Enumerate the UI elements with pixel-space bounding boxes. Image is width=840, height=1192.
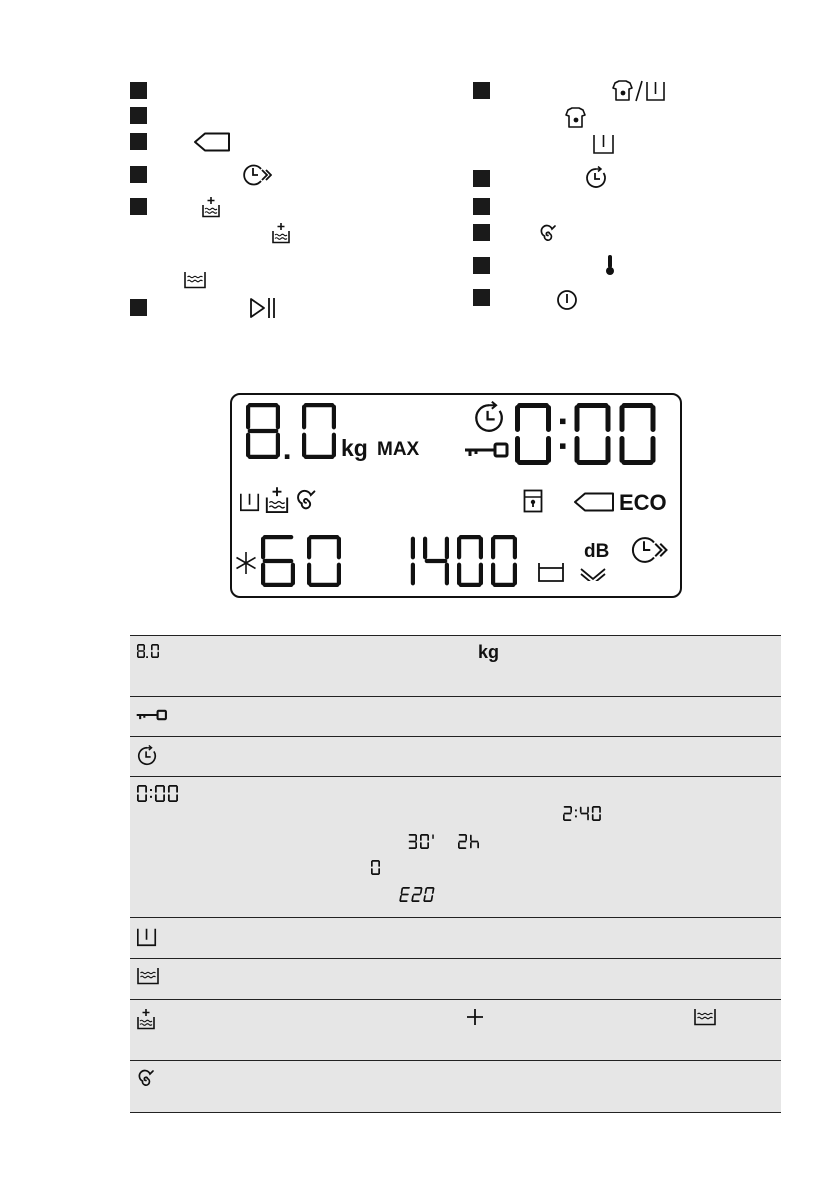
spin-readout — [388, 535, 528, 589]
rinse-basin-icon — [693, 1008, 717, 1026]
segment-digit — [581, 808, 588, 820]
cold-wash-star-icon — [234, 551, 258, 575]
zero-example-value — [370, 860, 386, 878]
db-label: dB — [584, 541, 610, 562]
segment-digit — [156, 786, 164, 801]
segment-digit — [424, 888, 434, 901]
power-icon — [556, 289, 578, 311]
extra-rinse-icon — [271, 222, 291, 244]
segment-digit — [421, 835, 428, 848]
colon-dot — [575, 809, 577, 811]
legend-marker-2 — [130, 107, 147, 124]
segment-digit — [372, 861, 379, 874]
plus-icon — [466, 1008, 484, 1026]
segment-digit — [169, 786, 177, 801]
colon-dot — [575, 815, 577, 817]
segment-digit — [138, 645, 144, 657]
delay-start-icon — [472, 401, 506, 435]
segment-digit — [412, 888, 422, 901]
eco-label: ECO — [619, 490, 667, 515]
spin-icon — [294, 489, 318, 513]
segment-digit — [248, 405, 278, 457]
eco-tag-icon — [573, 492, 615, 512]
extra-rinse-icon — [201, 196, 221, 218]
extra-rinse-icon — [136, 1008, 156, 1035]
segment-digit — [138, 786, 146, 801]
segment-digit — [263, 537, 293, 585]
display-panel — [230, 393, 682, 598]
delay-start-icon — [584, 166, 608, 190]
colon-dot — [150, 789, 152, 791]
decimal-dot — [146, 656, 148, 658]
max-label: MAX — [377, 439, 420, 460]
table-row — [130, 696, 781, 737]
segment-digit — [459, 835, 466, 848]
legend-marker-1 — [130, 82, 147, 99]
error-code-example-value — [398, 887, 448, 905]
temperature-readout — [260, 535, 354, 589]
shirt-stain-basin-icon — [611, 80, 667, 102]
segment-digit — [152, 645, 158, 657]
extra-rinse-icon — [264, 486, 290, 514]
legend-marker-8 — [473, 170, 490, 187]
legend-marker-4 — [130, 166, 147, 183]
segment-digit — [459, 537, 481, 585]
legend-marker-12 — [473, 289, 490, 306]
table-row — [130, 736, 781, 777]
shirt-stain-icon — [564, 107, 588, 129]
weight-readout — [245, 403, 355, 463]
segment-digit — [410, 835, 417, 848]
spin-icon — [538, 224, 558, 244]
segment-digit — [518, 406, 549, 463]
rinse-basin-icon — [183, 271, 207, 289]
prewash-basin-icon — [239, 491, 261, 513]
segment-digit — [622, 406, 653, 463]
table-row — [130, 776, 781, 918]
time-manager-icon — [242, 163, 272, 187]
time-example-value — [562, 806, 622, 824]
segment-digit — [304, 405, 334, 457]
legend-marker-9 — [473, 198, 490, 215]
weight-unit-label: kg — [341, 435, 368, 461]
legend-marker-6 — [130, 299, 147, 316]
delay-start-icon — [136, 745, 158, 772]
legend-marker-11 — [473, 257, 490, 274]
prewash-basin-icon — [592, 133, 616, 155]
segment-digit — [564, 807, 571, 820]
decimal-dot — [285, 454, 290, 459]
segment-digit — [471, 836, 478, 848]
table-row — [130, 958, 781, 1000]
prewash-basin-icon — [136, 926, 158, 953]
start-pause-icon — [249, 297, 277, 319]
segment-digit — [577, 406, 608, 463]
weight-unit-inline: kg — [478, 642, 500, 662]
table-row — [130, 917, 781, 959]
door-lock-icon — [523, 489, 543, 513]
colon-dot — [560, 419, 566, 425]
minutes-example-value — [407, 834, 447, 852]
table-row — [130, 1060, 781, 1113]
legend-marker-5 — [130, 198, 147, 215]
rinse-hold-basin-icon — [537, 561, 565, 583]
colon-dot — [560, 443, 566, 449]
night-quiet-icon — [579, 567, 607, 581]
time-readout — [514, 403, 674, 467]
colon-dot — [150, 796, 152, 798]
spin-icon — [136, 1069, 156, 1094]
segment-digit — [593, 807, 600, 820]
time-display-symbol — [136, 785, 184, 810]
legend-marker-3 — [130, 133, 147, 150]
child-lock-key-icon — [464, 442, 510, 458]
table-row — [130, 999, 781, 1061]
thermometer-icon — [605, 254, 615, 276]
segment-digit — [400, 888, 409, 901]
rinse-basin-icon — [136, 967, 160, 990]
hours-example-value — [457, 834, 497, 852]
eco-tag-icon — [193, 132, 231, 152]
legend-marker-7 — [473, 82, 490, 99]
weight-display-symbol — [136, 644, 172, 667]
segment-digit — [309, 537, 339, 585]
segment-digit — [493, 537, 515, 585]
child-lock-key-icon — [136, 708, 168, 727]
time-manager-icon — [629, 535, 669, 565]
legend-marker-10 — [473, 224, 490, 241]
table-row — [130, 635, 781, 697]
segment-digit — [425, 539, 447, 583]
